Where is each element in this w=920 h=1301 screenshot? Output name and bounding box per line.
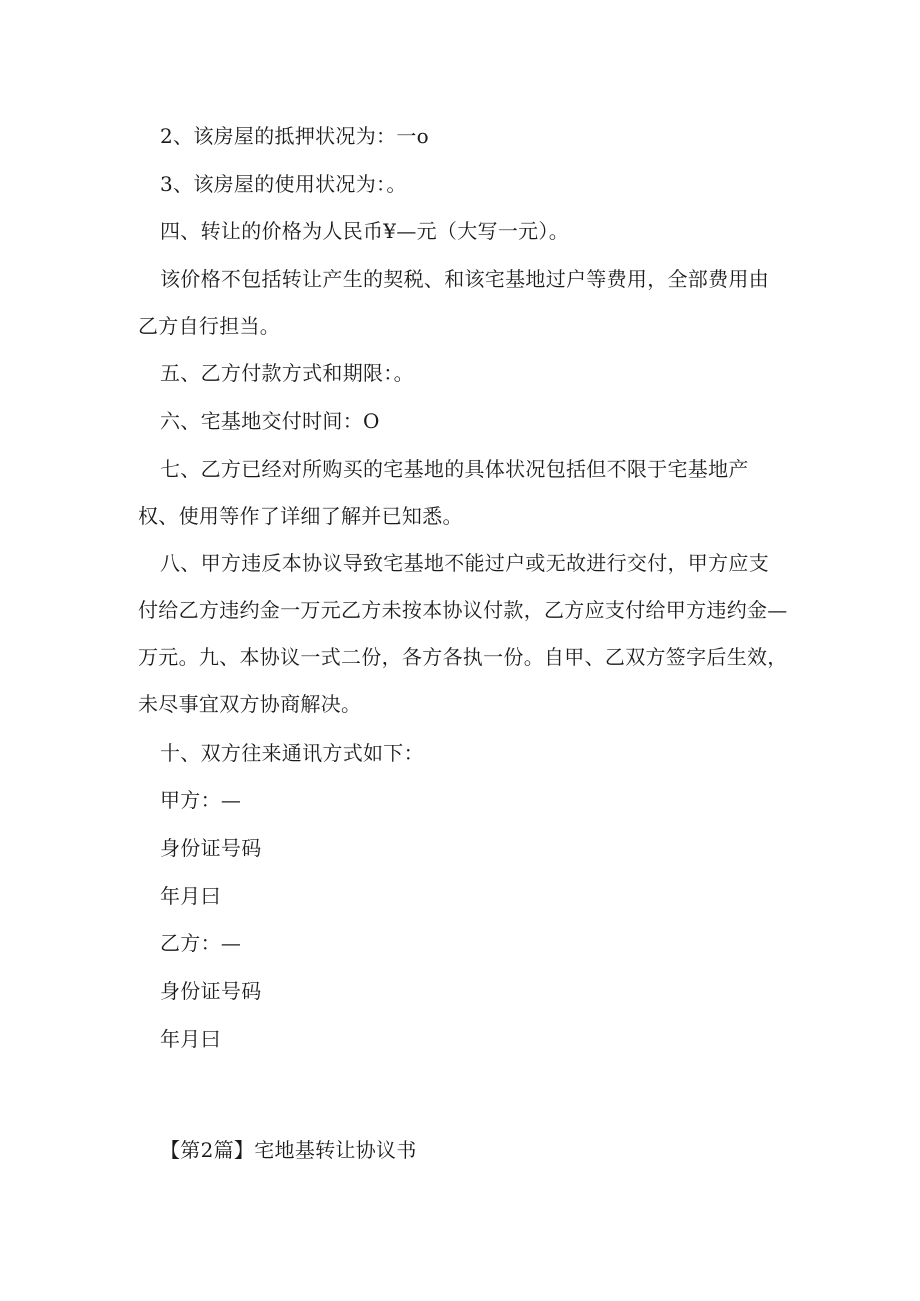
party-a-id-number: 身份证号码 [160, 836, 262, 860]
clause-delivery-time: 六、宅基地交付时间：O [160, 409, 380, 433]
clause-contact: 十、双方往来通讯方式如下： [160, 741, 424, 765]
clause-mortgage-status: 2、该房屋的抵押状况为：一o [160, 124, 429, 148]
clause-usage-status: 3、该房屋的使用状况为：。 [160, 172, 407, 196]
clause-acknowledgement: 七、乙方已经对所购买的宅基地的具体状况包括但不限于宅基地产权、使用等作了详细了解并已知悉。 [138, 457, 749, 528]
next-section-title: 【第2篇】宅地基转让协议书 [160, 1138, 417, 1162]
party-b-id-number: 身份证号码 [160, 979, 262, 1003]
party-a-label: 甲方：— [160, 788, 242, 812]
party-a-date: 年月曰 [160, 884, 221, 908]
clause-fees: 该价格不包括转让产生的契税、和该宅基地过户等费用，全部费用由乙方自行担当。 [138, 267, 769, 338]
clause-price: 四、转让的价格为人民币¥—元（大写一元）。 [160, 219, 570, 243]
party-b-date: 年月曰 [160, 1027, 221, 1051]
clause-breach-and-effect: 八、甲方违反本协议导致宅基地不能过户或无故进行交付，甲方应支付给乙方违约金一万元乙方未按本协议付款，乙方应支付给甲方违约金—万元。九、本协议一式二份，各方各执一份。自甲、乙双方签字后生效，未尽事宜双方协商解决。 [138, 551, 788, 716]
party-b-label: 乙方：— [160, 931, 242, 955]
clause-payment: 五、乙方付款方式和期限：。 [160, 361, 414, 385]
